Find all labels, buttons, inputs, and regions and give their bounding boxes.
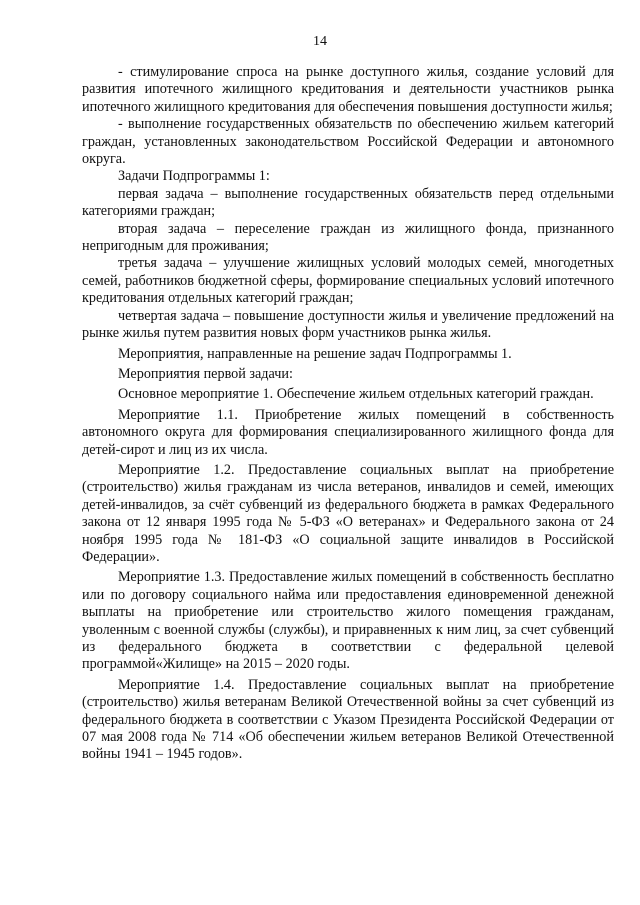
paragraph: Основное мероприятие 1. Обеспечение жильем отдельных категорий граждан. [118,386,594,403]
paragraph: первая задача – выполнение государственных обязательств перед отдельными категориями граждан; [82,185,614,220]
paragraph: Мероприятие 1.4. Предоставление социальных выплат на приобретение (строительство) жилья ветеранам Великой Отечественной войны за счет субвенций из федерального бюджета в соответствии с Указом Президента Российской Федерации от 07 мая 2008 года № 714 «Об обеспечении жильем ветеранов Великой Отечественной войны 1941 – 1945 годов». [82,676,614,763]
paragraph: Мероприятия, направленные на решение задач Подпрограммы 1. [118,345,512,362]
paragraph: - стимулирование спроса на рынке доступного жилья, создание условий для развития ипотечного жилищного кредитования и деятельности участников рынка ипотечного жилищного кредитования для обеспечения повышения доступности жилья; [82,64,614,115]
paragraph: Задачи Подпрограммы 1: [118,168,270,185]
paragraph: вторая задача – переселение граждан из жилищного фонда, признанного непригодным для проживания; [82,220,614,255]
document-body [82,64,614,764]
paragraph: третья задача – улучшение жилищных условий молодых семей, многодетных семей, работников бюджетной сферы, формирование специальных условий ипотечного кредитования отдельных категорий граждан; [82,255,614,307]
paragraph: Мероприятие 1.2. Предоставление социальных выплат на приобретение (строительство) жилья гражданам из числа ветеранов, инвалидов и семей, имеющих детей-инвалидов, за счёт субвенций из федерального бюджета в рамках Федерального закона от 12 января 1995 года № 5-ФЗ «О ветеранах» и Федерального закона от 24 ноября 1995 года № 181-ФЗ «О социальной защите инвалидов в Российской Федерации». [82,461,614,565]
paragraph: Мероприятие 1.3. Предоставление жилых помещений в собственность бесплатно или по договору социального найма или предоставления единовременной денежной выплаты на приобретение или строительство жилого помещения гражданам, уволенным с военной службы (службы), и приравненных к ним лиц, за счет субвенций из федерального бюджета в соответствии с федеральной целевой программой«Жилище» на 2015 – 2020 годы. [82,569,614,673]
page-number: 14 [313,34,327,49]
paragraph: - выполнение государственных обязательств по обеспечению жильем категорий граждан, установленных законодательством Российской Федерации и автономного округа. [82,116,614,168]
paragraph: Мероприятия первой задачи: [118,365,293,382]
paragraph: Мероприятие 1.1. Приобретение жилых помещений в собственность автономного округа для формирования специализированного жилищного фонда для детей-сирот и лиц из их числа. [82,406,614,458]
paragraph: четвертая задача – повышение доступности жилья и увеличение предложений на рынке жилья путем развития новых форм участников рынка жилья. [82,307,614,342]
